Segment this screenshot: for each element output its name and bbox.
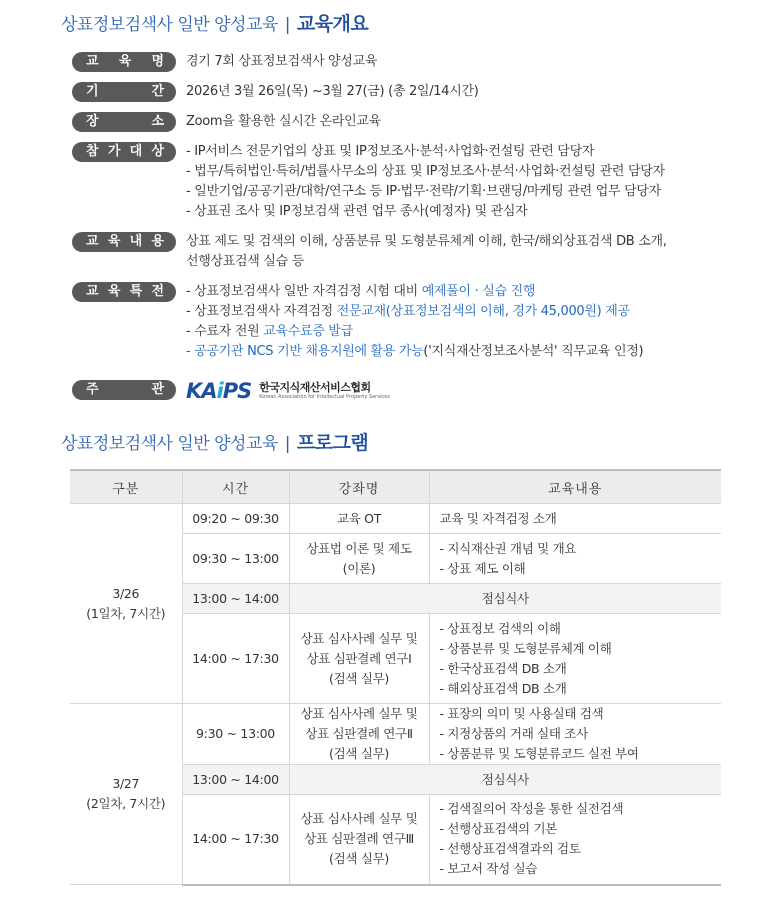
info-line: - IP서비스 전문기업의 상표 및 IP정보조사·분석·사업화·컨설팅 관련 담당자: [186, 144, 595, 159]
feature-highlight: 교육수료증 발급: [263, 324, 353, 339]
course-title-cell: [289, 795, 429, 885]
overview-section-title: [61, 9, 368, 36]
program-section-title: [61, 428, 368, 455]
info-label: [72, 380, 176, 400]
course-content-line: - 상품분류 및 도형분류코드 실전 부여: [439, 746, 639, 761]
feature-line: - 상표정보검색사 일반 자격검정 시험 대비 예제풀이 · 실습 진행: [186, 284, 536, 299]
info-label-char: 가: [107, 144, 121, 159]
overview-title-strong: 교육개요: [296, 13, 369, 35]
info-line: 경기 7회 상표정보검색사 양성교육: [186, 54, 378, 69]
course-title-cell: [289, 614, 429, 704]
time-cell: 14:00 ~ 17:30: [182, 614, 289, 704]
program-table-body: [70, 504, 721, 885]
info-label-char: 상: [151, 144, 164, 159]
header-category: 구분: [70, 470, 182, 504]
info-label: [72, 282, 176, 302]
info-label-char: 주: [86, 382, 99, 397]
time-cell: 9:30 ~ 13:00: [182, 704, 289, 765]
day-subtitle: (2일차, 7시간): [86, 796, 166, 811]
course-title-line: (검색 실무): [329, 746, 389, 761]
info-label-char: 교: [86, 284, 99, 299]
time-cell: 09:20 ~ 09:30: [182, 504, 289, 534]
day-date: 3/26: [112, 585, 140, 601]
info-label: [72, 52, 176, 72]
course-content-cell: [429, 534, 721, 584]
info-label-char: 교: [86, 234, 99, 249]
info-line: Zoom을 활용한 실시간 온라인교육: [186, 114, 381, 129]
day-date: 3/27: [112, 776, 140, 791]
info-label-char: 간: [151, 84, 164, 99]
info-content: [186, 112, 726, 132]
course-title-line: 상표 심사사례 실무 및: [300, 630, 418, 646]
info-content: [186, 282, 726, 362]
info-line: 2026년 3월 26일(목) ~3월 27(금) (총 2일/14시간): [186, 84, 479, 99]
course-title-cell: [289, 534, 429, 584]
course-title-line: 상표 심판결례 연구Ⅲ: [304, 831, 414, 847]
course-title-line: (검색 실무): [329, 670, 389, 686]
overview-title-prefix: 상표정보검색사 일반 양성교육: [61, 15, 278, 35]
info-label-char: 소: [151, 114, 164, 129]
course-content-cell: [429, 795, 721, 885]
program-title-strong: 프로그램: [296, 432, 369, 454]
organizer-name: [259, 381, 390, 401]
day-subtitle: (1일차, 7시간): [86, 605, 166, 621]
course-content-line: - 검색질의어 작성을 통한 실전검색: [439, 801, 624, 817]
course-content-line: - 상표 제도 이해: [439, 560, 526, 576]
course-title-line: (검색 실무): [329, 851, 389, 867]
feature-line: - 공공기관 NCS 기반 채용지원에 활용 가능('지식재산정보조사분석' 직무교육 인정): [186, 344, 644, 359]
overview-title-separator: |: [284, 15, 290, 35]
course-content-cell: [429, 704, 721, 765]
course-content-line: - 표장의 의미 및 사용실태 검색: [439, 706, 604, 721]
course-content-line: - 지정상품의 거래 실태 조사: [439, 726, 588, 741]
course-content-line: - 보고서 작성 실습: [439, 861, 538, 877]
feature-line: - 상표정보검색사 자격검정 전문교재(상표정보검색의 이해, 경가 45,000원) 제공: [186, 304, 630, 319]
program-table: [70, 469, 721, 886]
feature-line: - 수료자 전원 교육수료증 발급: [186, 324, 353, 339]
info-content: [186, 232, 726, 272]
info-label-char: 기: [86, 84, 99, 99]
header-course: 강좌명: [289, 470, 429, 504]
program-title-prefix: 상표정보검색사 일반 양성교육: [61, 434, 278, 454]
time-cell: 13:00 ~ 14:00: [182, 584, 289, 614]
info-label-char: 명: [151, 54, 164, 69]
info-label-char: 교: [86, 54, 99, 69]
info-label: [72, 142, 176, 162]
course-title-line: 교육 OT: [336, 510, 382, 526]
organizer-name-ko: 한국지식재산서비스협회: [259, 381, 371, 394]
info-label-char: 특: [129, 284, 143, 299]
info-label: [72, 82, 176, 102]
info-label-char: 전: [151, 284, 164, 299]
day-cell: [70, 704, 182, 885]
info-line: - 법무/특허법인·특허/법률사무소의 상표 및 IP정보조사·분석·사업화·컨설팅 관련 담당자: [186, 164, 665, 179]
info-line: 상표 제도 및 검색의 이해, 상품분류 및 도형분류체계 이해, 한국/해외상표검색 DB 소개,: [186, 234, 667, 249]
course-content-line: - 상표정보 검색의 이해: [439, 620, 561, 636]
course-content-cell: [429, 504, 721, 534]
info-label-char: 장: [86, 114, 99, 129]
time-cell: 13:00 ~ 14:00: [182, 765, 289, 795]
organizer-logo: [186, 377, 390, 405]
course-title-line: 상표 심사사례 실무 및: [300, 706, 418, 721]
course-content-line: 교육 및 자격검정 소개: [439, 510, 557, 526]
info-content: [186, 142, 726, 222]
info-label-char: 내: [129, 234, 143, 249]
info-line: 선행상표검색 실습 등: [186, 254, 304, 269]
course-title-line: 상표법 이론 및 제도: [306, 540, 412, 556]
course-title-cell: [289, 704, 429, 765]
course-content-line: - 지식재산권 개념 및 개요: [439, 540, 577, 556]
info-label: [72, 232, 176, 252]
course-content-line: - 선행상표검색결과의 검토: [439, 841, 581, 857]
time-cell: 14:00 ~ 17:30: [182, 795, 289, 885]
info-label-char: 육: [107, 234, 121, 249]
course-content-cell: [429, 614, 721, 704]
course-title-line: (이론): [342, 560, 376, 576]
info-line: - 상표권 조사 및 IP정보검색 관련 업무 종사(예정자) 및 관심자: [186, 204, 528, 219]
header-content: 교육내용: [429, 470, 721, 504]
header-time: 시간: [182, 470, 289, 504]
kaips-logo-mark: KAiPS: [186, 379, 252, 403]
program-table-header-row: [70, 470, 721, 504]
info-label: [72, 112, 176, 132]
lunch-cell: 점심식사: [289, 584, 721, 614]
info-line: - 일반기업/공공기관/대학/연구소 등 IP·법무·전략/기획·브랜딩/마케팅 관련 업무 담당자: [186, 184, 661, 199]
course-content-line: - 선행상표검색의 기본: [439, 821, 558, 837]
day-cell: [70, 504, 182, 704]
table-row: [70, 504, 721, 534]
course-title-line: 상표 심판결례 연구Ⅱ: [305, 726, 413, 741]
program-title-separator: |: [284, 434, 290, 454]
info-label-char: 대: [129, 144, 143, 159]
time-cell: 09:30 ~ 13:00: [182, 534, 289, 584]
info-label-char: 참: [86, 144, 99, 159]
info-label-char: 용: [151, 234, 164, 249]
feature-highlight: 전문교재(상표정보검색의 이해, 경가 45,000원) 제공: [336, 304, 630, 319]
organizer-name-en: Korean Association for Intellectual Property Services: [259, 394, 390, 400]
feature-highlight: 예제풀이 · 실습 진행: [421, 284, 536, 299]
table-row: [70, 704, 721, 765]
info-label-char: 관: [151, 382, 164, 397]
feature-highlight: - 공공기관 NCS 기반 채용지원에 활용 가능: [186, 344, 424, 359]
lunch-cell: 점심식사: [289, 765, 721, 795]
course-content-line: - 한국상표검색 DB 소개: [439, 660, 567, 676]
course-title-cell: [289, 504, 429, 534]
course-title-line: 상표 심사사례 실무 및: [300, 811, 418, 827]
info-label-char: 육: [107, 284, 121, 299]
course-content-line: - 해외상표검색 DB 소개: [439, 680, 567, 696]
info-label-char: 육: [118, 54, 132, 69]
info-content: [186, 52, 726, 72]
info-content: [186, 82, 726, 102]
course-content-line: - 상품분류 및 도형분류체계 이해: [439, 640, 612, 656]
course-title-line: 상표 심판결례 연구Ⅰ: [306, 650, 412, 666]
